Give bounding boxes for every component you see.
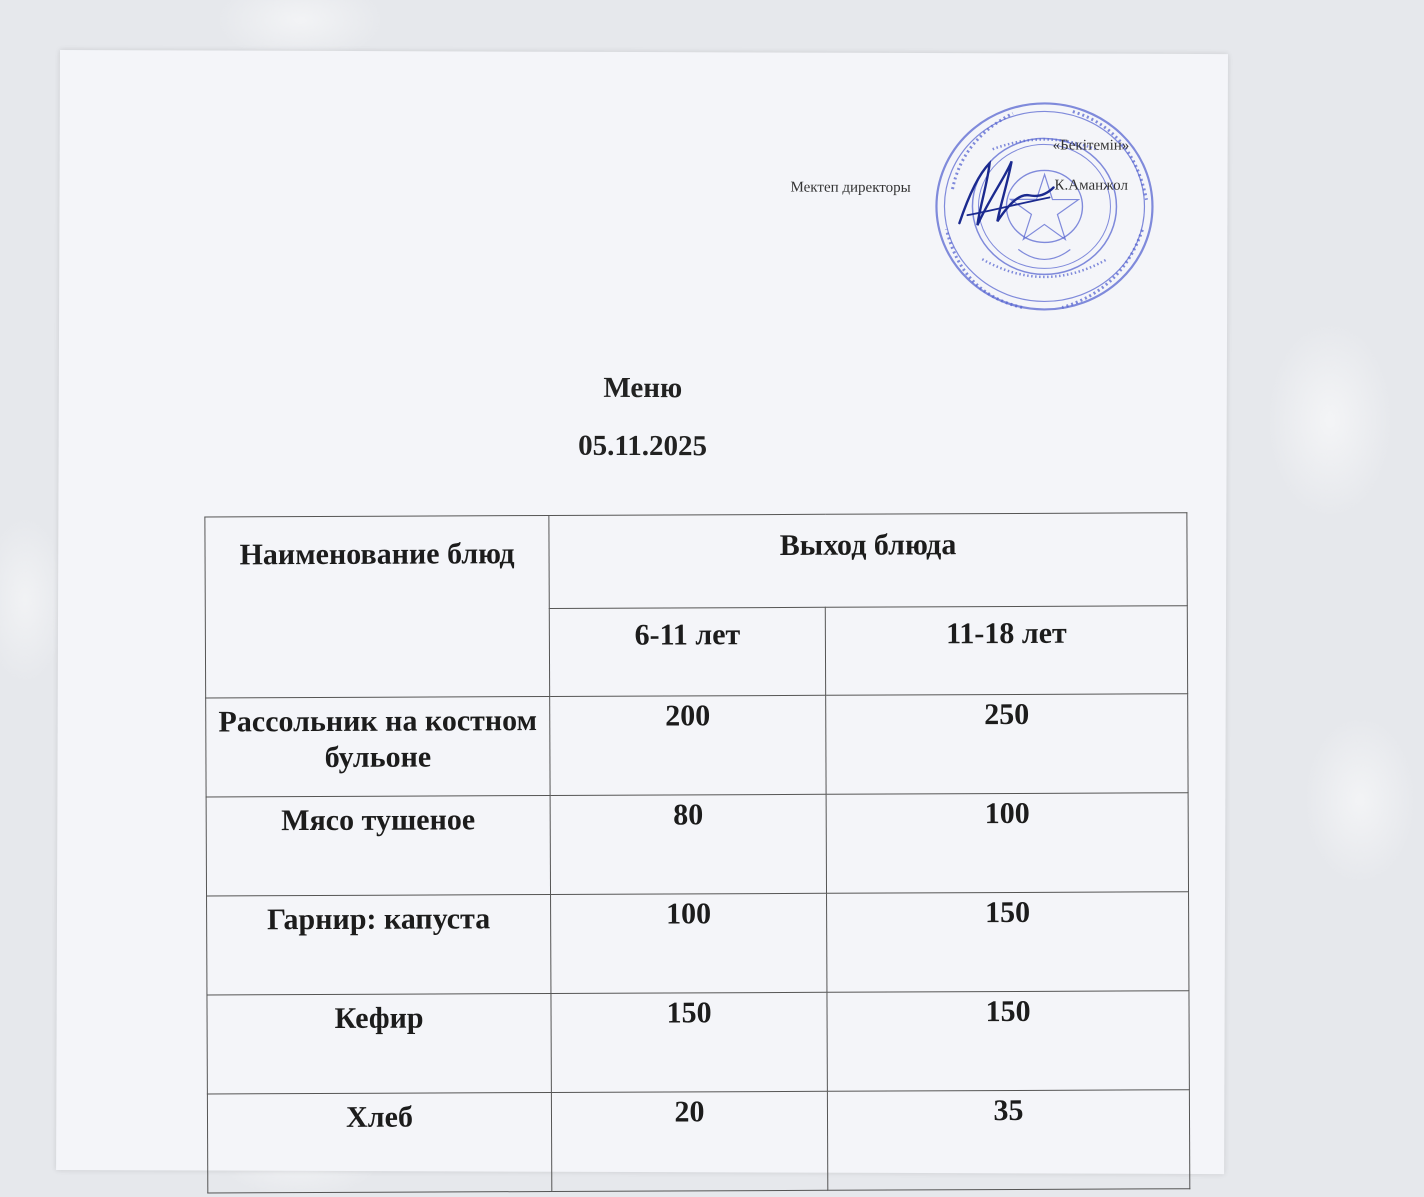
director-name: К.Аманжол — [1054, 177, 1129, 194]
table-row — [207, 1090, 1189, 1193]
output-6-11: 200 — [550, 695, 826, 795]
dish-name: Мясо тушеное — [206, 796, 550, 897]
output-6-11: 20 — [551, 1091, 827, 1191]
dish-name: Хлеб — [207, 1092, 551, 1193]
output-11-18: 150 — [827, 991, 1189, 1092]
approval-label: «Бекітемін» — [1052, 137, 1130, 154]
page-title: Меню — [603, 371, 683, 405]
header-age-6-11: 6-11 лет — [549, 607, 825, 696]
table-row — [206, 694, 1188, 797]
table-header-row — [205, 513, 1187, 610]
output-11-18: 150 — [827, 892, 1189, 993]
director-label: Мектеп директоры — [790, 179, 911, 196]
header-dish-output: Выход блюда — [549, 513, 1187, 609]
output-11-18: 35 — [827, 1090, 1189, 1191]
document-page — [56, 50, 1228, 1174]
header-age-11-18: 11-18 лет — [825, 605, 1187, 695]
menu-table — [204, 512, 1190, 1193]
table-row — [206, 793, 1188, 896]
dish-name: Гарнир: капуста — [207, 895, 551, 996]
output-6-11: 80 — [550, 794, 826, 894]
output-11-18: 250 — [826, 694, 1188, 795]
output-6-11: 150 — [551, 992, 827, 1092]
table-row — [207, 892, 1189, 995]
director-signature — [949, 153, 1059, 233]
table-row — [207, 991, 1189, 1094]
dish-name: Кефир — [207, 993, 551, 1094]
output-6-11: 100 — [551, 893, 827, 993]
output-11-18: 100 — [826, 793, 1188, 894]
dish-name: Рассольник на костном бульоне — [206, 697, 550, 798]
menu-date: 05.11.2025 — [578, 429, 708, 463]
header-dish-name: Наименование блюд — [205, 516, 550, 698]
